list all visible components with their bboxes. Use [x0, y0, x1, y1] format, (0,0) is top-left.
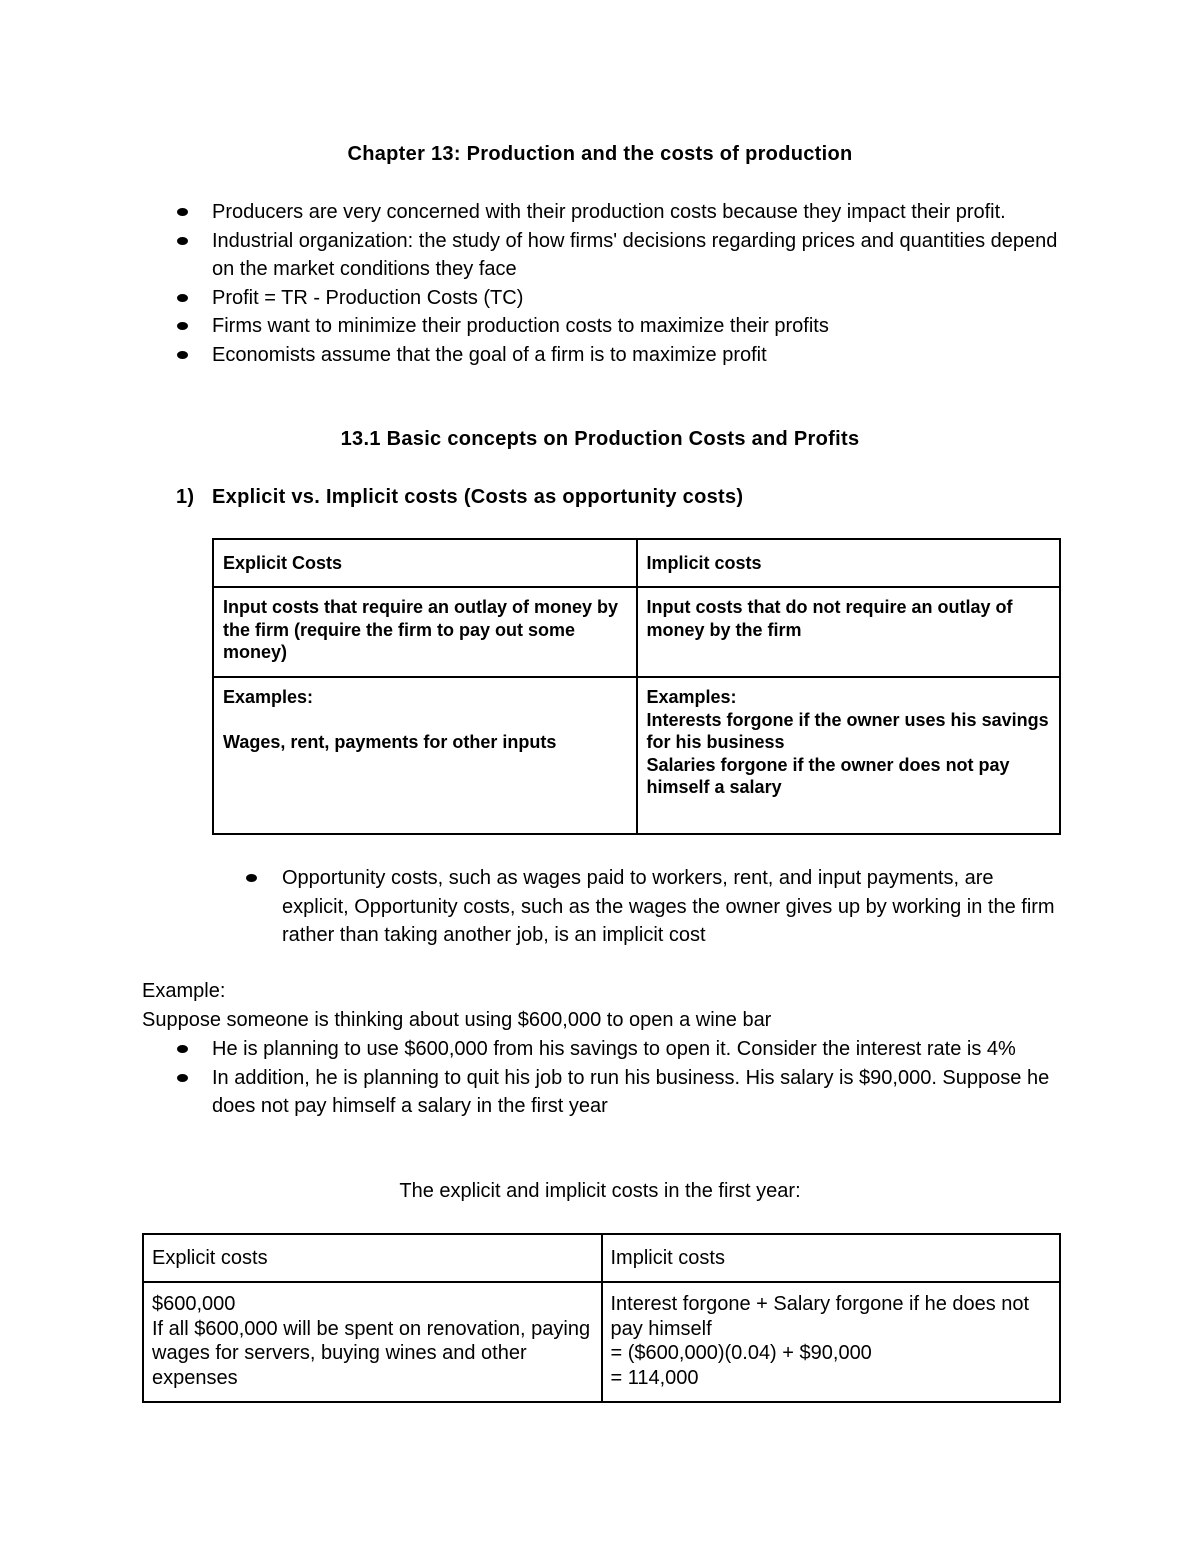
bullet-icon: [177, 294, 188, 302]
opportunity-bullet-list: [212, 864, 1062, 950]
explicit-examples: Wages, rent, payments for other inputs: [223, 732, 557, 752]
table-cell: Input costs that require an outlay of money by the firm (require the firm to pay out some money): [213, 587, 637, 677]
table-cell: [143, 1282, 602, 1402]
intro-bullet-list: [142, 198, 1062, 369]
table-header-cell: Implicit costs: [602, 1234, 1061, 1282]
list-item: Profit = TR - Production Costs (TC): [142, 284, 1062, 313]
examples-label: Examples:: [223, 687, 314, 707]
table-header-cell: Explicit costs: [143, 1234, 602, 1282]
bullet-icon: [177, 237, 188, 245]
bullet-icon: [246, 874, 257, 882]
list-item: Industrial organization: the study of how firms' decisions regarding prices and quantities depend on the market conditions they face: [142, 227, 1062, 284]
example-intro: Suppose someone is thinking about using $600,000 to open a wine bar: [142, 1009, 772, 1031]
table-caption: The explicit and implicit costs in the first year:: [399, 1180, 801, 1202]
table-cell: [213, 677, 637, 834]
implicit-example: Salaries forgone if the owner does not pay himself a salary: [646, 754, 1010, 797]
list-item: Producers are very concerned with their production costs because they impact their profit.: [142, 198, 1062, 227]
table-row: [143, 1234, 1060, 1282]
bullet-icon: [177, 1074, 188, 1082]
list-item: Opportunity costs, such as wages paid to workers, rent, and input payments, are explicit, Opportunity costs, such as the wages the owner gives up by working in the firm rather than taking another job, is an implicit cost: [212, 864, 1062, 950]
first-year-costs-table: [142, 1233, 1061, 1403]
implicit-example: Interests forgone if the owner uses his savings for his business: [646, 709, 1049, 752]
bullet-icon: [177, 322, 188, 330]
list-item: Economists assume that the goal of a firm is to maximize profit: [142, 341, 1062, 370]
list-item: He is planning to use $600,000 from his savings to open it. Consider the interest rate is 4%: [142, 1035, 1062, 1064]
table-header-cell: Implicit costs: [637, 539, 1061, 587]
example-bullet-list: [142, 1035, 1062, 1121]
table-cell: [637, 677, 1061, 834]
bullet-icon: [177, 351, 188, 359]
section-title: 13.1 Basic concepts on Production Costs and Profits: [340, 428, 860, 450]
implicit-formula-label: Interest forgone + Salary forgone if he does not pay himself: [610, 1293, 1030, 1340]
table-row: [143, 1282, 1060, 1402]
spacer: [223, 709, 627, 732]
list-item: Firms want to minimize their production costs to maximize their profits: [142, 312, 1062, 341]
table-row: [213, 677, 1060, 834]
table-header-cell: Explicit Costs: [213, 539, 637, 587]
table-row: [213, 539, 1060, 587]
implicit-total: = 114,000: [610, 1366, 699, 1389]
explicit-implicit-costs-table: [212, 538, 1061, 835]
implicit-formula: = ($600,000)(0.04) + $90,000: [610, 1342, 872, 1364]
bullet-icon: [177, 208, 188, 216]
table-row: [213, 587, 1060, 677]
example-label: Example:: [142, 980, 226, 1002]
explicit-amount: $600,000: [152, 1293, 236, 1315]
examples-label: Examples:: [646, 687, 737, 707]
table-cell: Input costs that do not require an outlay of money by the firm: [637, 587, 1061, 677]
explicit-description: If all $600,000 will be spent on renovation, paying wages for servers, buying wines and other expenses: [152, 1317, 591, 1389]
subsection-number: 1): [176, 486, 195, 508]
subsection-title: Explicit vs. Implicit costs (Costs as opportunity costs): [212, 486, 744, 508]
table-cell: [602, 1282, 1061, 1402]
chapter-title: Chapter 13: Production and the costs of production: [347, 143, 853, 165]
list-item: In addition, he is planning to quit his job to run his business. His salary is $90,000. Suppose he does not pay himself a salary in the first year: [142, 1064, 1062, 1121]
bullet-icon: [177, 1045, 188, 1053]
